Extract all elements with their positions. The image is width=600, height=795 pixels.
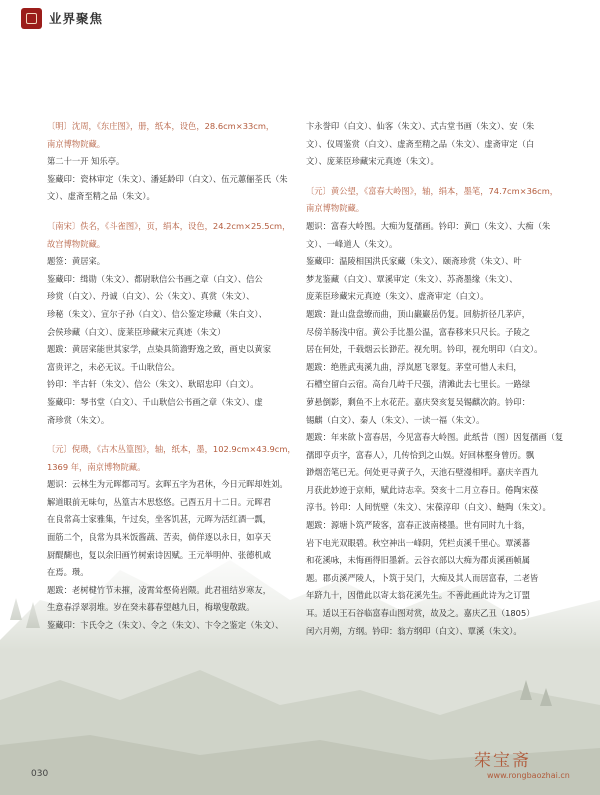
section-title: 业界聚焦 bbox=[49, 11, 104, 26]
text-line: 题跋：源塘卜筑严陵客，富春正波南楼墨。世有同时九十翁， bbox=[306, 520, 531, 531]
text-line: 斋珍赏（朱文）。 bbox=[47, 414, 110, 425]
text-line: 渺烟峦笔已无。何处更寻黄子久，天池石壁漫相呼。嘉庆辛酉九 bbox=[306, 467, 539, 478]
text-line: 第二十一开 知乐亭。 bbox=[47, 156, 125, 167]
text-line: 文）、庞莱臣珍藏宋元真迹（朱文）。 bbox=[306, 156, 439, 167]
text-line: 鉴藏印：缉勋（朱文）、都尉耿信公书画之章（白文）、信公 bbox=[47, 273, 263, 284]
text-line: 闰六月朔，方纲。钤印：翁方纲印（白文）、覃溪（朱文）。 bbox=[306, 625, 522, 636]
text-line: 钤印：半古轩（朱文）、信公（朱文）、耿昭忠印（白文）。 bbox=[47, 379, 259, 390]
text-line: 和花溪咏，未悔画得旧墨新。云谷衣部以大痴为郡贞溪画帧属 bbox=[306, 555, 531, 566]
artwork-entry bbox=[47, 441, 299, 635]
text-line: 解道眼前无味句，丛篁古木思悠悠。己酉五月十二日。元晖君 bbox=[47, 496, 272, 507]
text-line: 题跋：黄居寀能世其家学，点染具简澹野逸之致，画史以黄家 bbox=[47, 344, 272, 355]
left-column bbox=[47, 118, 299, 635]
text-line: 富贵评之，未必无议。千山耿信公。 bbox=[47, 361, 180, 372]
text-line: 在焉。瓒。 bbox=[47, 567, 89, 578]
text-line: 鉴藏印：卞氏令之（朱文）、令之（朱文）、卞令之鉴定（朱文）、 bbox=[47, 620, 284, 631]
text-line: 庞莱臣珍藏宋元真迹（朱文）、虚斋审定（白文）。 bbox=[306, 291, 489, 302]
text-line: 鉴藏印：瓷林审定（朱文）、潘延龄印（白文）、伍元蕙俪荃氏（朱 bbox=[47, 173, 288, 184]
text-line: 岩下电光双眼碧。秋空神出一峰阴，凭栏贞溪千里心。覃溪蕃 bbox=[306, 537, 531, 548]
text-line: 文）、一峰道人（朱文）。 bbox=[306, 238, 398, 249]
text-line: 题识：云林生为元晖都司写。玄晖五字为君休，今日元晖却姓刘。 bbox=[47, 479, 288, 490]
artwork-heading: 故宫博物院藏。 bbox=[47, 238, 106, 249]
text-line: 生意春浮翠羽堆。岁在癸未暮春望越九日，梅墩叟敬跋。 bbox=[47, 602, 255, 613]
right-column bbox=[306, 118, 564, 640]
artwork-heading: 〔明〕沈周，《东庄图》，册，纸本，设色，28.6cm×33cm， bbox=[47, 121, 275, 131]
brand-url[interactable]: www.rongbaozhai.cn bbox=[487, 771, 570, 780]
text-line: 萝悬倒影，剩鱼不上水花茫。嘉庆癸亥复吴锡麒次韵。钤印： bbox=[306, 396, 531, 407]
text-line: 在良常高士家雅集，午过矣，坐客饥甚，元晖为活红酒一瓢， bbox=[47, 514, 272, 525]
text-line: 年跻九十，因借此以寄太翁花溪先生。不善此画此诗为之订盟 bbox=[306, 590, 531, 601]
text-line: 尽傍羊肠浅中宿。黄公手比墨公温，富春移来只尺长。子陵之 bbox=[306, 326, 531, 337]
text-line: 文）、虚斋至精之品（朱文）。 bbox=[47, 191, 155, 202]
text-line: 鉴藏印：温陵相国洪氏家藏（朱文）、颐斋珍赏（朱文）、叶 bbox=[306, 256, 522, 267]
text-line: 文）、仪周鉴赏（白文）、虚斋至精之品（朱文）、虚斋审定（白 bbox=[306, 138, 535, 149]
text-line: 面筋二个，良常为具米饭酱蔬、苦卖，倘佯逐以永日，如享天 bbox=[47, 532, 272, 543]
text-line: 珍赏（白文）、丹诚（白文）、公（朱文）、真赏（朱文）、 bbox=[47, 291, 255, 302]
section-logo-icon bbox=[21, 8, 42, 29]
text-line: 孺即亨贞字，富春人），几传恰到之山娱。好回林壑身曾历。飘 bbox=[306, 449, 535, 460]
artwork-entry bbox=[47, 218, 299, 429]
artwork-heading: 〔元〕倪瓒，《古木丛篁图》，轴，纸本，墨，102.9cm×43.9cm， bbox=[47, 444, 296, 455]
text-line: 题签：黄居寀。 bbox=[47, 256, 106, 267]
artwork-entry bbox=[306, 118, 558, 171]
text-line: 梦龙鉴藏（白文）、覃溪审定（朱文）、苏斋墨缘（朱文）、 bbox=[306, 273, 518, 284]
text-line: 会侯珍藏（白文）、庞莱臣珍藏宋元真迹（朱文） bbox=[47, 326, 226, 337]
text-line: 题识：富春大岭图。大痴为复孺画。钤印：黄□（朱文）、大痴（朱 bbox=[306, 220, 551, 231]
entry-gap bbox=[306, 171, 558, 183]
artwork-heading: 〔南宋〕佚名，《斗雀图》，页，绢本，设色，24.2cm×25.5cm， bbox=[47, 220, 291, 231]
text-line: 厨醍醐也，复以余旧画竹树索诗因赋。王元举明仲、张德机咸 bbox=[47, 549, 272, 560]
artwork-heading: 南京博物院藏。 bbox=[47, 138, 106, 149]
text-line: 题跋：绝胜武夷溪九曲，浮岚愿飞翠复。茅堂可惜人未归， bbox=[306, 361, 522, 372]
artwork-heading: 〔元〕黄公望，《富春大岭图》，轴，绢本，墨笔，74.7cm×36cm， bbox=[306, 185, 559, 196]
text-line: 题跋：趾山盘盘缭而曲，顶山巖巖岳仍复。回舫折径几茅庐， bbox=[306, 308, 531, 319]
entry-gap bbox=[47, 206, 299, 218]
brand-logo: 荣宝斋 bbox=[474, 751, 531, 771]
text-line: 锡麒（白文）、秦人（朱文）、一读一福（朱文）。 bbox=[306, 414, 485, 425]
artwork-entry bbox=[47, 118, 299, 206]
text-line: 珍秘（朱文）、宣尔子孙（白文）、信公鉴定珍藏（朱白文）、 bbox=[47, 308, 267, 319]
entry-gap bbox=[47, 429, 299, 441]
text-line: 居在何处，千载烟云长渺茫。视允明。钤印，视允明印（白文）。 bbox=[306, 344, 543, 355]
text-line: 鉴藏印：琴书堂（白文）、千山耿信公书画之章（朱文）、虚 bbox=[47, 396, 263, 407]
page-number: 030 bbox=[31, 769, 49, 779]
text-line: 淳书。钤印：人间恍壁（朱文）、宋葆淳印（白文）、鲢陶（朱文）。 bbox=[306, 502, 551, 513]
artwork-heading: 南京博物院藏。 bbox=[306, 203, 365, 214]
text-line: 月获此妙迹于京师，赋此诗志幸。癸亥十二月立春日。倦陶宋葆 bbox=[306, 484, 539, 495]
text-line: 题。郡贞溪严陵人，卜筑于吴门，大痴及其人而居富春，二老皆 bbox=[306, 572, 539, 583]
text-line: 耳。适以王石谷临富春山图对赏，故及之。嘉庆乙丑（1805） bbox=[306, 608, 535, 619]
text-line: 石槽空留白云宿。高台几峙千尺强，清滩此去七里长。一路绿 bbox=[306, 379, 531, 390]
artwork-heading: 1369 年，南京博物院藏。 bbox=[47, 461, 146, 472]
text-line: 题跋：年来欲卜富春居，今见富春大岭图。此纸昔（图）因复孺画（复 bbox=[306, 432, 564, 443]
text-line: 题跋：老树楗竹节未摧，凌霄耸壑倚岩隈。此君祖结岁寒友， bbox=[47, 584, 272, 595]
artwork-entry bbox=[306, 183, 564, 640]
text-line: 卞永誉印（白文）、仙客（朱文）、式古堂书画（朱文）、安（朱 bbox=[306, 121, 535, 131]
